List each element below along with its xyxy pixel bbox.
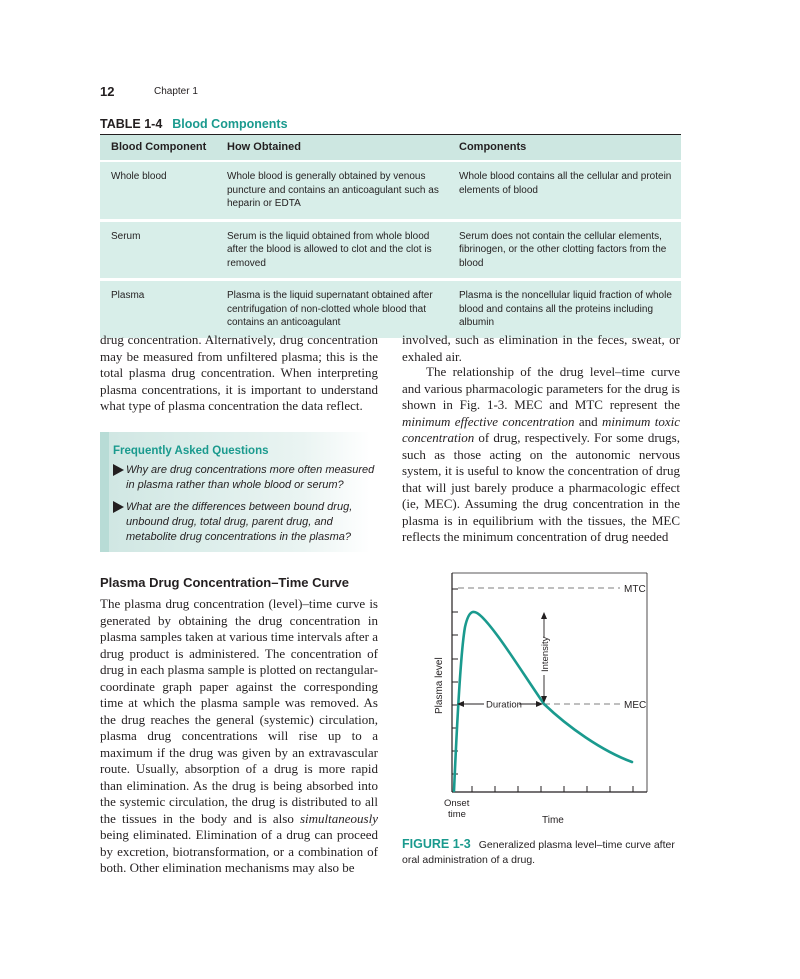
table-name: Blood Components — [172, 117, 288, 131]
table-cell: Plasma — [111, 290, 145, 301]
table-row — [100, 222, 681, 282]
mec-label: MEC — [624, 700, 647, 711]
table-label: TABLE 1-4 — [100, 117, 163, 131]
faq-question-text: Why are drug concentrations more often measured in plasma rather than whole blood or serum? — [126, 464, 375, 491]
faq-accent-bar — [100, 432, 109, 552]
text-run: The relationship of the drug level–time curve and various pharmacologic parameters for the drug is shown in Fig. 1-3. MEC and MTC represent the — [402, 364, 680, 412]
italic-term: minimum effective concentration — [402, 413, 575, 429]
table-cell: Whole blood — [111, 171, 167, 182]
intensity-arrowhead-top — [541, 612, 547, 619]
text-run: of drug, respectively. For some drugs, such as those acting on the autonomic nervous system, it is useful to know the concentration of drug that will just barely produce a pharmacologic effect (ie, MEC). Assuming the drug concentration in the plasma is in equilibrium with the tissues, the MEC reflects the minimum concentration of drug needed — [402, 430, 680, 544]
table-cell: Whole blood is generally obtained by venous puncture and contains an anticoagulant such as heparin or EDTA — [227, 171, 439, 209]
table-row — [100, 281, 681, 338]
table-cell: Serum — [111, 230, 141, 242]
mtc-label: MTC — [624, 584, 646, 595]
table-cell: Plasma is the noncellular liquid fraction of whole blood and contains all the proteins including albumin — [459, 290, 672, 328]
body-paragraph: involved, such as elimination in the feces, sweat, or exhaled air. — [402, 332, 680, 364]
table-cell: Serum is the liquid obtained from whole blood after the blood is allowed to clot and the clot is removed — [227, 230, 432, 269]
plasma-level-time-figure — [402, 565, 682, 835]
text-run: being eliminated. Elimination of a drug can proceed by excretion, biotransformation, or a combination of both. Other elimination mechanisms may also be — [100, 827, 378, 875]
table-header-row — [100, 135, 681, 162]
faq-question — [113, 500, 375, 545]
table-row — [100, 162, 681, 222]
table-cell: Whole blood contains all the cellular and protein elements of blood — [459, 171, 672, 196]
text-run: The plasma drug concentration (level)–time curve is generated by obtaining the drug concentration in plasma samples taken at various time intervals after a drug product is administered. The concentration of drug in each plasma sample is plotted on rectangular-coordinate graph paper against the corresponding time at which the plasma sample was removed. As the drug reaches the general (systemic) circulation, plasma drug concentrations will rise up to a maximum if the drug was given by an extravascular route. Usually, absorption of a drug is more rapid than elimination. As the drug is being absorbed into the systemic circulation, the drug is distributed to all the tissues in the body and is also — [100, 596, 378, 826]
figure-caption-text: Generalized plasma level–time curve after oral administration of a drug. — [402, 839, 675, 866]
body-paragraph — [100, 596, 378, 877]
chapter-label: Chapter 1 — [154, 86, 198, 97]
table-title — [100, 117, 288, 131]
triangle-bullet-icon — [113, 501, 124, 513]
column-header: Blood Component — [111, 141, 207, 154]
text-run: and — [574, 413, 603, 429]
y-axis-label: Plasma level — [434, 657, 445, 714]
column-header: Components — [459, 141, 527, 154]
onset-label: Onset — [444, 798, 470, 809]
faq-question — [113, 463, 375, 493]
table-cell: Plasma is the liquid supernatant obtained after centrifugation of non-clotted whole blood that contains an anticoagulant — [227, 290, 433, 328]
section-heading: Plasma Drug Concentration–Time Curve — [100, 575, 349, 590]
page-number: 12 — [100, 84, 115, 99]
faq-box — [100, 432, 375, 552]
body-paragraph: drug concentration. Alternatively, drug concentration may be measured from unfiltered plasma; this is the total plasma drug concentration. When interpreting plasma concentrations, it is important to understand what type of plasma concentration the data reflect. — [100, 332, 378, 413]
x-axis-label: Time — [542, 815, 564, 826]
figure-label: FIGURE 1-3 — [402, 837, 471, 851]
intensity-label: Intensity — [540, 636, 551, 672]
table-cell: Serum does not contain the cellular elements, fibrinogen, or the other clotting factors from the blood — [459, 230, 667, 269]
duration-label: Duration — [486, 699, 522, 711]
italic-term: simultaneously — [300, 810, 378, 826]
italic-term: minimum toxic concentration — [402, 413, 681, 445]
onset-label-2: time — [448, 809, 466, 820]
triangle-bullet-icon — [113, 464, 124, 476]
x-ticks — [472, 786, 633, 792]
faq-question-text: What are the differences between bound drug, unbound drug, total drug, parent drug, and metabolite drug concentrations in the plasma? — [126, 501, 353, 543]
blood-components-table — [100, 134, 681, 338]
body-paragraph — [402, 364, 680, 546]
figure-caption — [402, 837, 682, 868]
faq-title: Frequently Asked Questions — [113, 445, 269, 457]
column-header: How Obtained — [227, 141, 301, 154]
